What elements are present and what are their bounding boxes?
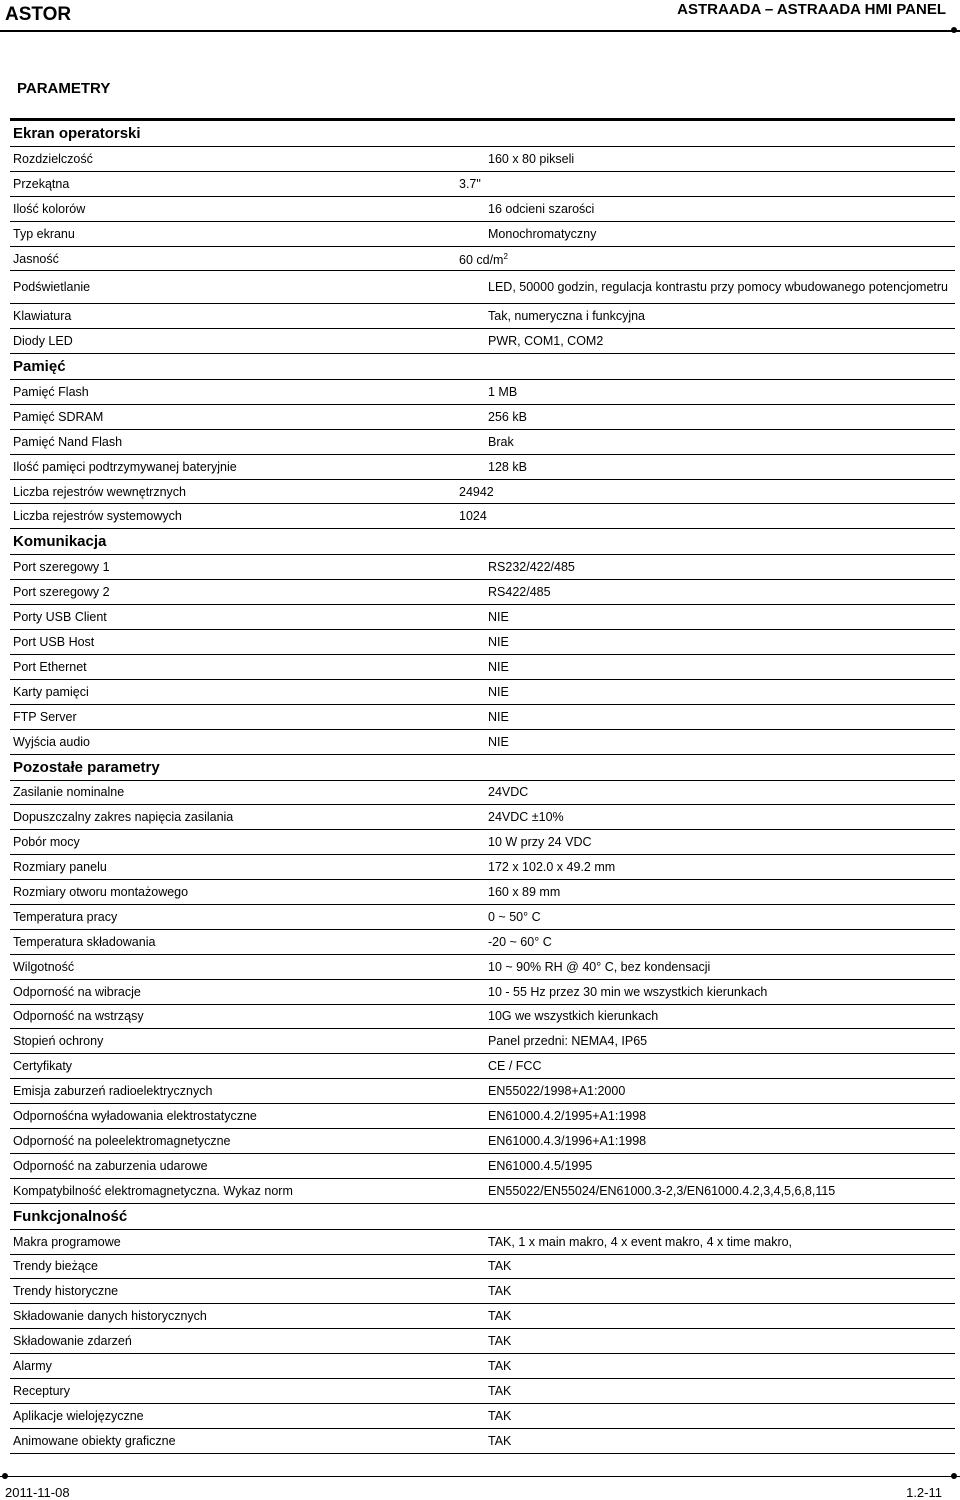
footer-dot-right-icon bbox=[951, 1473, 957, 1479]
section-header bbox=[10, 529, 955, 555]
spec-value bbox=[488, 1259, 955, 1273]
spec-row bbox=[10, 1379, 955, 1404]
page-title: PARAMETRY bbox=[17, 80, 111, 97]
spec-row bbox=[10, 1179, 955, 1204]
spec-row bbox=[10, 197, 955, 222]
spec-row bbox=[10, 147, 955, 172]
spec-label: Odporność na wstrząsy bbox=[13, 1009, 144, 1024]
spec-value-text: 10 ~ 90% RH @ 40° C, bez kondensacji bbox=[488, 959, 711, 974]
spec-value-text: -20 ~ 60° C bbox=[488, 934, 552, 949]
spec-value bbox=[488, 385, 955, 399]
spec-label: Certyfikaty bbox=[13, 1059, 73, 1074]
spec-value bbox=[488, 1284, 955, 1298]
spec-row bbox=[10, 1279, 955, 1304]
spec-row bbox=[10, 1329, 955, 1354]
spec-value-text: 1024 bbox=[459, 509, 487, 524]
spec-value-text: 10 - 55 Hz przez 30 min we wszystkich kierunkach bbox=[488, 984, 768, 999]
spec-label: Ilość kolorów bbox=[13, 201, 86, 216]
spec-value bbox=[488, 1384, 955, 1398]
spec-row bbox=[10, 304, 955, 329]
spec-label: Odporność na zaburzenia udarowe bbox=[13, 1158, 208, 1173]
spec-row bbox=[10, 247, 955, 272]
spec-label: Alarmy bbox=[13, 1359, 52, 1374]
spec-row bbox=[10, 1129, 955, 1154]
spec-value-text: 10 W przy 24 VDC bbox=[488, 835, 592, 850]
footer-date: 2011-11-08 bbox=[5, 1485, 70, 1500]
spec-value bbox=[488, 685, 955, 699]
spec-value bbox=[488, 1334, 955, 1348]
spec-value bbox=[488, 835, 955, 849]
spec-value-text: Monochromatyczny bbox=[488, 226, 597, 241]
spec-row bbox=[10, 1404, 955, 1429]
spec-value-text: CE / FCC bbox=[488, 1059, 542, 1074]
spec-value-text: 24VDC bbox=[488, 785, 529, 800]
spec-value-text: 160 x 89 mm bbox=[488, 885, 561, 899]
spec-row bbox=[10, 1054, 955, 1079]
spec-row bbox=[10, 405, 955, 430]
spec-value bbox=[488, 1359, 955, 1373]
spec-value bbox=[488, 710, 955, 724]
spec-label: FTP Server bbox=[13, 709, 77, 724]
spec-value bbox=[488, 1109, 955, 1123]
spec-value bbox=[488, 785, 955, 799]
spec-row bbox=[10, 630, 955, 655]
spec-row bbox=[10, 222, 955, 247]
spec-label: Podświetlanie bbox=[13, 280, 91, 295]
spec-value bbox=[488, 1434, 955, 1448]
spec-label: Port USB Host bbox=[13, 634, 95, 649]
spec-value bbox=[488, 1009, 955, 1023]
spec-value bbox=[488, 960, 955, 974]
spec-value-text: 16 odcieni szarości bbox=[488, 201, 595, 216]
spec-value-text: 160 x 80 pikseli bbox=[488, 151, 575, 166]
spec-value-text: TAK bbox=[488, 1408, 512, 1423]
spec-label: Wilgotność bbox=[13, 959, 75, 974]
spec-value bbox=[488, 1084, 955, 1098]
spec-value-text: TAK, 1 x main makro, 4 x event makro, 4 x time makro, bbox=[488, 1234, 793, 1249]
spec-value bbox=[488, 635, 955, 649]
spec-value bbox=[488, 1159, 955, 1173]
spec-label: Aplikacje wielojęzyczne bbox=[13, 1408, 144, 1423]
spec-value-text: EN55022/EN55024/EN61000.3-2,3/EN61000.4.2,3,4,5,6,8,115 bbox=[488, 1183, 836, 1198]
spec-value-text: NIE bbox=[488, 734, 509, 749]
spec-value bbox=[488, 560, 955, 574]
section-header bbox=[10, 755, 955, 781]
spec-value-text: RS232/422/485 bbox=[488, 560, 575, 575]
spec-value bbox=[459, 177, 955, 191]
spec-value-text: EN61000.4.5/1995 bbox=[488, 1158, 593, 1173]
section-header bbox=[10, 354, 955, 380]
spec-row bbox=[10, 1029, 955, 1054]
spec-value-text: RS422/485 bbox=[488, 585, 551, 600]
spec-value bbox=[459, 250, 955, 267]
spec-value bbox=[488, 410, 955, 424]
spec-label: Klawiatura bbox=[13, 309, 72, 324]
spec-row bbox=[10, 1429, 955, 1454]
spec-row bbox=[10, 705, 955, 730]
spec-value bbox=[488, 860, 955, 874]
spec-label: Port szeregowy 1 bbox=[13, 560, 110, 575]
spec-label: Kompatybilność elektromagnetyczna. Wykaz norm bbox=[13, 1183, 293, 1198]
spec-label: Rozmiary panelu bbox=[13, 860, 107, 875]
spec-value-text: NIE bbox=[488, 610, 509, 625]
spec-value bbox=[488, 1134, 955, 1148]
spec-label: Trendy historyczne bbox=[13, 1284, 119, 1299]
spec-value-text: EN61000.4.3/1996+A1:1998 bbox=[488, 1133, 647, 1148]
spec-value bbox=[488, 885, 955, 899]
brand-logo: ASTOR bbox=[5, 4, 72, 25]
spec-value-text: NIE bbox=[488, 634, 509, 649]
spec-label: Składowanie zdarzeń bbox=[13, 1334, 132, 1349]
spec-row bbox=[10, 955, 955, 980]
spec-row bbox=[10, 930, 955, 955]
spec-row bbox=[10, 1079, 955, 1104]
spec-row bbox=[10, 555, 955, 580]
spec-value bbox=[488, 1034, 955, 1048]
spec-label: Emisja zaburzeń radioelektrycznych bbox=[13, 1084, 213, 1099]
page-header bbox=[0, 0, 960, 32]
spec-row bbox=[10, 781, 955, 806]
spec-row bbox=[10, 805, 955, 830]
header-dot-icon bbox=[951, 27, 957, 33]
spec-label: Ilość pamięci podtrzymywanej bateryjnie bbox=[13, 459, 237, 474]
spec-value bbox=[488, 1184, 955, 1198]
spec-value bbox=[459, 509, 955, 523]
page-footer-rule bbox=[0, 1476, 960, 1477]
spec-value-text: NIE bbox=[488, 659, 509, 674]
spec-label: Receptury bbox=[13, 1383, 70, 1398]
document-title: ASTRAADA – ASTRAADA HMI PANEL bbox=[677, 1, 946, 18]
spec-label: Diody LED bbox=[13, 334, 73, 349]
spec-table bbox=[10, 118, 955, 1454]
spec-label: Dopuszczalny zakres napięcia zasilania bbox=[13, 810, 234, 825]
spec-value bbox=[488, 280, 955, 294]
spec-value bbox=[488, 1059, 955, 1073]
spec-label: Liczba rejestrów systemowych bbox=[13, 509, 182, 524]
section-title: Pamięć bbox=[13, 358, 66, 376]
spec-row bbox=[10, 980, 955, 1005]
spec-row bbox=[10, 855, 955, 880]
spec-label: Temperatura składowania bbox=[13, 934, 156, 949]
spec-label: Trendy bieżące bbox=[13, 1259, 98, 1274]
section-header bbox=[10, 121, 955, 147]
spec-value-text: 3.7" bbox=[459, 176, 481, 191]
spec-label: Port szeregowy 2 bbox=[13, 585, 110, 600]
spec-label: Odpornośćna wyładowania elektrostatyczne bbox=[13, 1109, 257, 1124]
footer-page-number: 1.2-11 bbox=[906, 1485, 942, 1500]
spec-value-text: 24942 bbox=[459, 484, 494, 499]
spec-row bbox=[10, 880, 955, 905]
spec-value-text: 128 kB bbox=[488, 459, 527, 474]
spec-row bbox=[10, 905, 955, 930]
section-title: Funkcjonalność bbox=[13, 1207, 128, 1225]
spec-row bbox=[10, 380, 955, 405]
spec-label: Typ ekranu bbox=[13, 226, 75, 241]
spec-row bbox=[10, 580, 955, 605]
spec-row bbox=[10, 1230, 955, 1255]
spec-value-text: Brak bbox=[488, 434, 514, 449]
spec-value bbox=[488, 985, 955, 999]
spec-value-text: TAK bbox=[488, 1383, 512, 1398]
spec-value-text: 1 MB bbox=[488, 384, 518, 399]
spec-value-text: Panel przedni: NEMA4, IP65 bbox=[488, 1034, 648, 1049]
spec-row bbox=[10, 680, 955, 705]
spec-row bbox=[10, 655, 955, 680]
spec-row bbox=[10, 830, 955, 855]
spec-value-text: TAK bbox=[488, 1433, 512, 1448]
spec-row bbox=[10, 1255, 955, 1280]
spec-row bbox=[10, 1104, 955, 1129]
spec-row bbox=[10, 172, 955, 197]
spec-value-text: TAK bbox=[488, 1259, 512, 1274]
spec-row bbox=[10, 1354, 955, 1379]
spec-label: Karty pamięci bbox=[13, 684, 89, 699]
spec-value bbox=[488, 334, 955, 348]
spec-label: Odporność na wibracje bbox=[13, 984, 141, 999]
spec-row bbox=[10, 1154, 955, 1179]
spec-label: Pamięć SDRAM bbox=[13, 409, 104, 424]
spec-value-text: NIE bbox=[488, 709, 509, 724]
spec-value bbox=[488, 1235, 955, 1249]
spec-value-text: LED, 50000 godzin, regulacja kontrastu przy pomocy wbudowanego potencjometru bbox=[488, 280, 948, 295]
spec-label: Makra programowe bbox=[13, 1234, 121, 1249]
spec-value-text: TAK bbox=[488, 1334, 512, 1349]
spec-value bbox=[488, 435, 955, 449]
spec-value bbox=[488, 152, 955, 166]
spec-value-text: 172 x 102.0 x 49.2 mm bbox=[488, 860, 616, 875]
section-title: Ekran operatorski bbox=[13, 125, 141, 142]
spec-value bbox=[488, 910, 955, 924]
spec-value-superscript: 2 bbox=[503, 251, 508, 261]
spec-label: Wyjścia audio bbox=[13, 734, 91, 749]
spec-label: Odporność na poleelektromagnetyczne bbox=[13, 1133, 231, 1148]
spec-value bbox=[488, 1409, 955, 1423]
spec-value-text: 60 cd/m bbox=[459, 253, 504, 268]
spec-value-text: PWR, COM1, COM2 bbox=[488, 334, 604, 349]
spec-label: Porty USB Client bbox=[13, 610, 107, 625]
spec-label: Port Ethernet bbox=[13, 659, 87, 674]
spec-row bbox=[10, 329, 955, 354]
spec-value-text: EN61000.4.2/1995+A1:1998 bbox=[488, 1109, 647, 1124]
spec-label: Jasność bbox=[13, 251, 59, 266]
spec-label: Temperatura pracy bbox=[13, 909, 118, 924]
spec-label: Stopień ochrony bbox=[13, 1034, 104, 1049]
spec-value-text: 256 kB bbox=[488, 409, 527, 424]
spec-value-text: EN55022/1998+A1:2000 bbox=[488, 1084, 626, 1099]
spec-value bbox=[488, 610, 955, 624]
spec-label: Pamięć Flash bbox=[13, 384, 89, 399]
spec-value-text: TAK bbox=[488, 1284, 512, 1299]
spec-value bbox=[488, 227, 955, 241]
spec-value-text: NIE bbox=[488, 684, 509, 699]
spec-row bbox=[10, 605, 955, 630]
spec-value-text: 10G we wszystkich kierunkach bbox=[488, 1009, 659, 1024]
spec-value bbox=[488, 810, 955, 824]
spec-row bbox=[10, 430, 955, 455]
spec-label: Przekątna bbox=[13, 176, 70, 191]
spec-row bbox=[10, 504, 955, 529]
spec-value-text: Tak, numeryczna i funkcyjna bbox=[488, 309, 646, 324]
spec-label: Składowanie danych historycznych bbox=[13, 1309, 207, 1324]
section-title: Pozostałe parametry bbox=[13, 758, 160, 776]
spec-label: Animowane obiekty graficzne bbox=[13, 1433, 176, 1448]
spec-row bbox=[10, 1304, 955, 1329]
spec-row bbox=[10, 730, 955, 755]
spec-value-text: TAK bbox=[488, 1359, 512, 1374]
spec-label: Rozdzielczość bbox=[13, 151, 93, 166]
spec-value bbox=[488, 735, 955, 749]
spec-value bbox=[488, 935, 955, 949]
spec-value bbox=[488, 1309, 955, 1323]
spec-value bbox=[488, 202, 955, 216]
spec-value bbox=[488, 660, 955, 674]
spec-value-text: 0 ~ 50° C bbox=[488, 909, 541, 924]
spec-label: Rozmiary otworu montażowego bbox=[13, 885, 189, 899]
spec-label: Zasilanie nominalne bbox=[13, 785, 125, 800]
spec-value bbox=[488, 460, 955, 474]
section-header bbox=[10, 1204, 955, 1230]
spec-value-text: 24VDC ±10% bbox=[488, 810, 564, 825]
spec-row bbox=[10, 1005, 955, 1030]
spec-row bbox=[10, 480, 955, 505]
spec-value bbox=[488, 309, 955, 323]
spec-value-text: TAK bbox=[488, 1309, 512, 1324]
section-title: Komunikacja bbox=[13, 533, 107, 551]
spec-value bbox=[488, 585, 955, 599]
spec-label: Liczba rejestrów wewnętrznych bbox=[13, 484, 186, 499]
spec-value bbox=[459, 485, 955, 499]
spec-label: Pobór mocy bbox=[13, 835, 80, 850]
spec-row bbox=[10, 455, 955, 480]
spec-label: Pamięć Nand Flash bbox=[13, 434, 123, 449]
spec-row bbox=[10, 271, 955, 304]
